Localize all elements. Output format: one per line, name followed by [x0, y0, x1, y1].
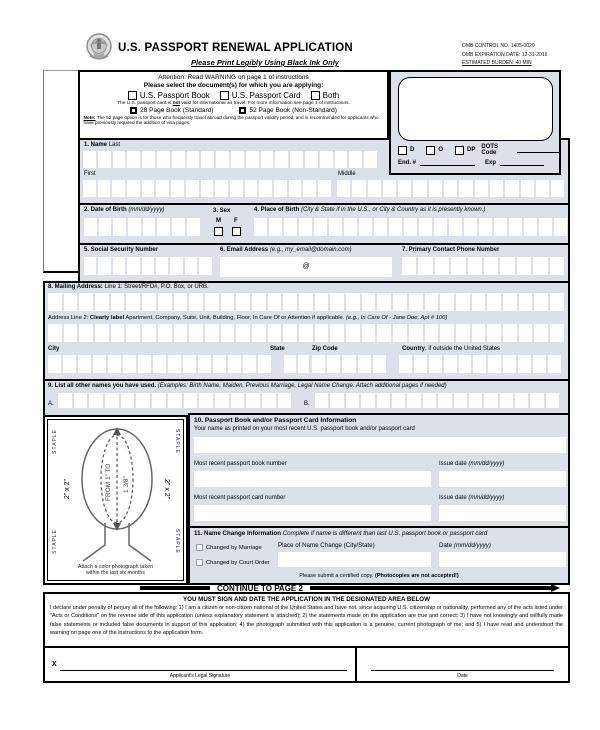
city-label: City: [48, 346, 60, 352]
signature-caption: Applicant's Legal Signature: [169, 673, 231, 679]
date-cell: [355, 648, 568, 681]
note-52-page: Note: The 52 page option is for those who frequently travel abroad during the passport validity period, and is recommended for applicants who have previously required the addition of visa pages.: [83, 115, 379, 125]
dots-code-input[interactable]: [517, 147, 559, 153]
sex-m-checkbox[interactable]: [214, 227, 223, 236]
state-input[interactable]: [284, 355, 309, 373]
omb-burden: ESTIMATED BURDEN: 40 MIN: [462, 60, 532, 66]
sex-f-label: F: [234, 218, 238, 224]
mailing-line1-label: 8. Mailing Address:: [48, 284, 103, 290]
recent-passport-name-input[interactable]: [194, 437, 566, 453]
attention-line2: Please select the document(s) for which you are applying:: [143, 82, 324, 89]
changed-by-court-label: Changed by Court Order: [206, 559, 270, 566]
card-number-input[interactable]: [194, 505, 431, 521]
signature-line[interactable]: [60, 670, 347, 671]
endorsement-o-checkbox[interactable]: [426, 146, 435, 155]
name-change-title: 11. Name Change Information: [194, 530, 283, 537]
card-note: The U.S. passport card is not valid for international air travel. For more information see page 1 of instructions.: [117, 101, 350, 106]
both-checkbox[interactable]: [311, 91, 320, 100]
ssn-input[interactable]: [84, 257, 212, 275]
changed-by-marriage-label: Changed by Marriage: [206, 544, 262, 551]
sex-f-checkbox[interactable]: [232, 227, 241, 236]
signature-x-label: X: [52, 661, 57, 668]
book-number-label: Most recent passport book number: [194, 461, 287, 467]
staple-top-left-label: STAPLE: [52, 429, 58, 454]
date-line[interactable]: [371, 670, 554, 671]
mailing-line1-input[interactable]: [48, 293, 564, 311]
sex-m-label: M: [216, 218, 221, 224]
ssn-label: 5. Social Security Number: [84, 247, 159, 253]
omb-info: [462, 42, 547, 68]
country-label: Country: [402, 346, 425, 352]
zip-label: Zip Code: [312, 346, 338, 352]
passport-book-label: U.S. Passport Book: [139, 91, 210, 100]
exp-label: Exp: [485, 160, 497, 166]
name-change-date-input[interactable]: [439, 552, 566, 567]
place-of-name-change-label: Place of Name Change (City/State): [278, 542, 375, 549]
continue-bar-right: [310, 586, 551, 590]
phone-label: 7. Primary Contact Phone Number: [402, 247, 500, 253]
dob-label: 2. Date of Birth: [84, 207, 127, 213]
omb-expiration: OMB EXPIRATION DATE: 12-31-2016: [462, 51, 548, 58]
photo-caption-line2: within the last six months: [86, 570, 145, 577]
passport-card-checkbox[interactable]: [220, 91, 229, 100]
continue-label: CONTINUE TO PAGE 2: [217, 583, 303, 593]
photo-head-diagram: [73, 423, 161, 565]
omb-control-no: OMB CONTROL NO. 1405-0020: [462, 43, 535, 49]
book-issue-date-input[interactable]: [439, 471, 566, 487]
photo-size-left-label: 2" x 2": [64, 479, 71, 500]
place-of-name-change-input[interactable]: [278, 552, 431, 567]
left-margin-strip: [43, 70, 78, 273]
country-input[interactable]: [399, 355, 561, 373]
book-28-checkbox[interactable]: [130, 107, 137, 114]
book-52-label: 52 Page Book (Non-Standard): [249, 107, 337, 114]
svg-text:1 3/8": 1 3/8": [123, 476, 130, 493]
book-issue-date-label: Issue date: [439, 461, 469, 467]
email-label: 6. Email Address: [220, 247, 269, 253]
book-number-input[interactable]: [194, 471, 431, 487]
passport-book-checkbox[interactable]: [128, 91, 137, 100]
name-first-label: First: [84, 171, 96, 177]
passport-card-label: U.S. Passport Card: [231, 91, 301, 100]
svg-text:FROM 1" TO: FROM 1" TO: [105, 463, 112, 501]
endorsement-o-label: O: [438, 147, 444, 153]
declaration-text: I declare under penalty of perjury all of the following: 1) I am a citizen or non-citizen national of the United States and have not, since acquiring U.S. citizenship or nationality, performed any of the acts listed under "Acts or Conditions" on the reverse side of this application (unless explanatory statement is attached); 2) the statements made on the application are true and correct; 3) I have not knowingly and willfully made false statements or included false documents in support of this application; 4) the photograph submitted with this application is a genuine, current photograph of me; and 5) I have read and understood the warning on page one of the instructions to the application form.: [50, 605, 563, 636]
mailing-line2-label: Address Line 2:: [48, 315, 90, 321]
exp-input[interactable]: [500, 160, 544, 166]
both-label: Both: [322, 91, 340, 100]
date-caption: Date: [457, 673, 468, 679]
staple-bottom-left-label: STAPLE: [52, 529, 58, 554]
continue-arrow-icon: [551, 584, 560, 592]
book-52-checkbox[interactable]: [239, 107, 246, 114]
section-mailing-address: [43, 281, 570, 381]
endorsement-d-label: D: [410, 147, 415, 153]
name-label: 1. Name: [84, 142, 108, 148]
declaration-box: [43, 592, 570, 648]
name-middle-label: Middle: [338, 171, 356, 177]
signature-box: [43, 646, 570, 683]
other-name-a-input[interactable]: [58, 393, 291, 408]
book-28-label: 28 Page Book (Standard): [140, 107, 214, 114]
photo-caption-line1: Attach a color photograph taken: [77, 563, 154, 570]
mailing-line2-bold: Clearly label: [89, 315, 125, 321]
endorsement-box: [389, 70, 561, 175]
endorsement-stamp-area: [398, 77, 553, 141]
end-number-input[interactable]: [420, 160, 475, 166]
state-label: State: [270, 346, 285, 352]
passport-info-title: 10. Passport Book and/or Passport Card Information: [194, 417, 357, 424]
other-names-hint: (Examples: Birth Name, Maiden, Previous Marriage, Legal Name Change. Attach additional pages if needed): [157, 383, 447, 389]
dob-input[interactable]: [84, 218, 200, 236]
changed-by-court-checkbox[interactable]: [196, 559, 203, 566]
endorsement-d-checkbox[interactable]: [398, 146, 407, 155]
staple-top-right-label: STAPLE: [173, 429, 180, 454]
city-input[interactable]: [48, 355, 271, 373]
changed-by-marriage-checkbox[interactable]: [196, 544, 203, 551]
section-other-names: [43, 379, 570, 417]
card-issue-date-label: Issue date: [439, 495, 469, 501]
other-name-b-label: B.: [304, 401, 310, 407]
phone-input[interactable]: [402, 257, 564, 275]
section-dob-sex-pob: [78, 203, 570, 245]
attention-box: [78, 70, 389, 140]
pob-label: 4. Place of Birth: [254, 207, 300, 213]
name-first-input[interactable]: [83, 180, 331, 197]
mailing-line2-example: (e.g., In Care Of - Jane Doe, Apt # 100): [345, 315, 448, 321]
section-name-change: 11. Name Change Information Complete if name is different than last U.S. passport book or passport card Changed by Marriage Changed by Court Order Place of Name Change (City/State) Date (mm/dd/yyyy) Please submit a certified copy. (Photocopies are not accepted!): [188, 526, 570, 585]
signature-cell: [45, 648, 355, 681]
other-names-label: 9. List all other names you have used.: [48, 383, 158, 389]
sign-header: YOU MUST SIGN AND DATE THE APPLICATION IN THE DESIGNATED AREA BELOW: [183, 596, 430, 603]
endorsement-dp-label: DP: [467, 147, 476, 153]
section-passport-info: 10. Passport Book and/or Passport Card Information Your name as printed on your most recent U.S. passport book and/or passport card Most recent passport book number Issue date (mm/dd/yyyy) Most recent passport card number Issue date (mm/dd/yyyy): [188, 413, 570, 528]
email-hint: (e.g., my_email@domain.com): [269, 247, 352, 253]
section-ssn-email-phone: [78, 243, 570, 283]
photo-size-right-label: 2" x 2": [163, 479, 171, 500]
name-change-date-label: Date: [439, 542, 454, 549]
great-seal-icon: [83, 32, 115, 66]
continue-bar-left: [140, 586, 210, 590]
mailing-line2-input[interactable]: [48, 324, 564, 342]
page-subtitle: Please Print Legibly Using Black Ink Only: [191, 58, 339, 67]
other-name-a-label: A.: [48, 401, 54, 407]
mailing-line1-rest: Line 1: Street/RFD#, P.O. Box, or URB.: [102, 284, 209, 290]
staple-bottom-right-label: STAPLE: [173, 529, 180, 554]
end-number-label: End. #: [398, 160, 417, 166]
pob-input[interactable]: [254, 218, 567, 236]
card-number-label: Most recent passport card number: [194, 495, 286, 501]
passport-info-subtitle: Your name as printed on your most recent U.S. passport book and/or passport card: [194, 426, 415, 432]
dob-hint: (mm/dd/yyyy): [128, 207, 165, 213]
dots-code-label: DOTS Code: [481, 144, 499, 156]
certified-copy-note: Please submit a certified copy. (Photocopies are not accepted!): [299, 573, 459, 579]
photo-attach-box: [43, 415, 188, 585]
other-name-b-input[interactable]: [315, 393, 559, 408]
country-rest: , if outside the United States: [425, 346, 501, 352]
pob-hint: (City & State if in the U.S., or City & Country as it is presently known.): [301, 207, 486, 213]
name-last-input[interactable]: [83, 151, 377, 168]
attention-line1: Attention: Read WARNING on page 1 of instructions: [158, 74, 309, 81]
name-middle-input[interactable]: [337, 180, 564, 197]
email-input[interactable]: @: [220, 257, 392, 277]
card-issue-date-input[interactable]: [439, 505, 566, 521]
name-change-subtitle: Complete if name is different than last U.S. passport book or passport card: [282, 530, 488, 537]
sex-label: 3. Sex: [213, 208, 231, 214]
mailing-line2-rest: Apartment, Company, Suite, Unit, Building, Floor, In Care Of or Attention if applicable.: [124, 315, 346, 321]
zip-input[interactable]: [312, 355, 386, 373]
endorsement-dp-checkbox[interactable]: [455, 146, 464, 155]
page-title: U.S. PASSPORT RENEWAL APPLICATION: [118, 42, 353, 54]
name-last-label: Last: [108, 142, 121, 148]
